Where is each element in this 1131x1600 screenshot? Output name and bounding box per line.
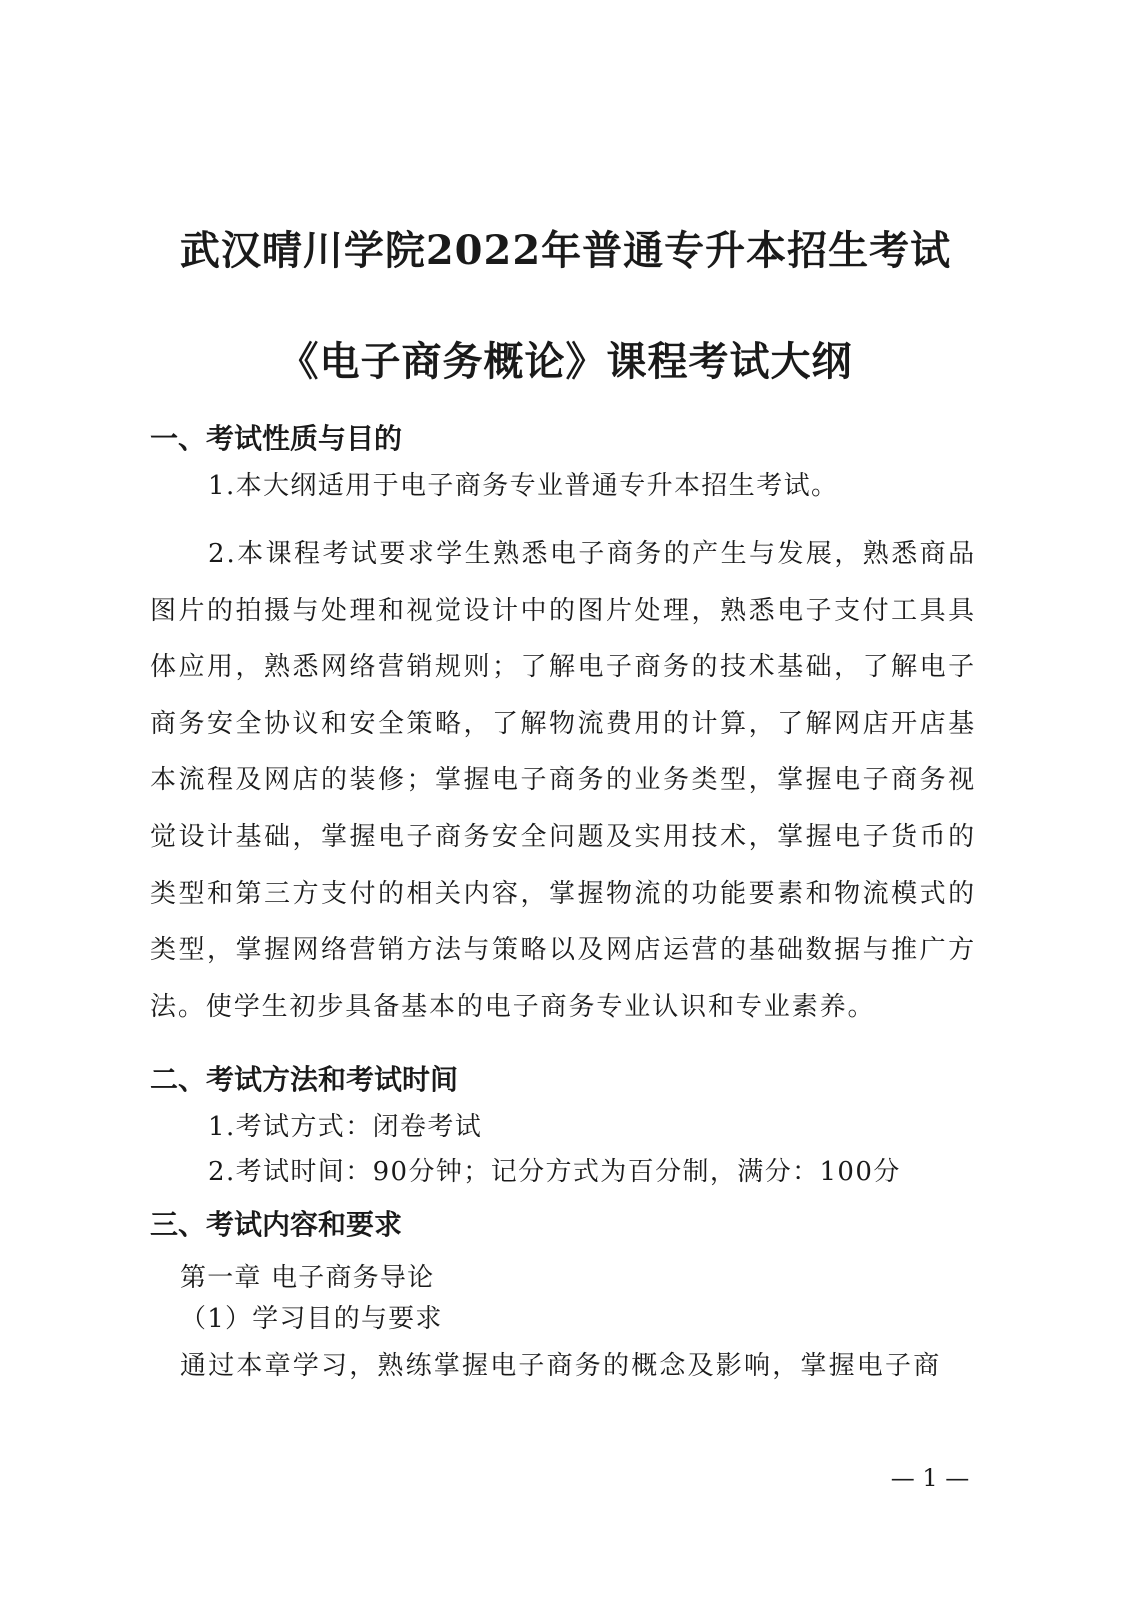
section1-item-2-paragraph: 2.本课程考试要求学生熟悉电子商务的产生与发展，熟悉商品图片的拍摄与处理和视觉设计中的图片处理，熟悉电子支付工具具体应用，熟悉网络营销规则；了解电子商务的技术基础，了解电子商务安全协议和安全策略，了解物流费用的计算，了解网店开店基本流程及网店的装修；掌握电子商务的业务类型，掌握电子商务视觉设计基础，掌握电子商务安全问题及实用技术，掌握电子货币的类型和第三方支付的相关内容，掌握物流的功能要素和物流模式的类型，掌握网络营销方法与策略以及网店运营的基础数据与推广方法。使学生初步具备基本的电子商务专业认识和专业素养。 bbox=[150, 539, 976, 1022]
chapter-1-title: 第一章 电子商务导论 bbox=[180, 1263, 435, 1293]
section2-item-1: 1.考试方式：闭卷考试 bbox=[208, 1112, 483, 1142]
document-title-line2: 《电子商务概论》课程考试大纲 bbox=[278, 338, 853, 385]
subsection-heading: （1）学习目的与要求 bbox=[180, 1304, 443, 1334]
section-heading-1: 一、考试性质与目的 bbox=[150, 422, 403, 455]
page-number: — 1 — bbox=[890, 1464, 970, 1492]
section2-item-2: 2.考试时间：90分钟；记分方式为百分制，满分：100分 bbox=[208, 1157, 901, 1187]
document-title-line1: 武汉晴川学院2022年普通专升本招生考试 bbox=[179, 227, 952, 274]
section-heading-2: 二、考试方法和考试时间 bbox=[150, 1063, 459, 1096]
section1-item-1: 1.本大纲适用于电子商务专业普通专升本招生考试。 bbox=[208, 471, 839, 501]
chapter-1-text: 通过本章学习，熟练掌握电子商务的概念及影响，掌握电子商 bbox=[180, 1351, 942, 1381]
section-heading-3: 三、考试内容和要求 bbox=[150, 1208, 403, 1241]
